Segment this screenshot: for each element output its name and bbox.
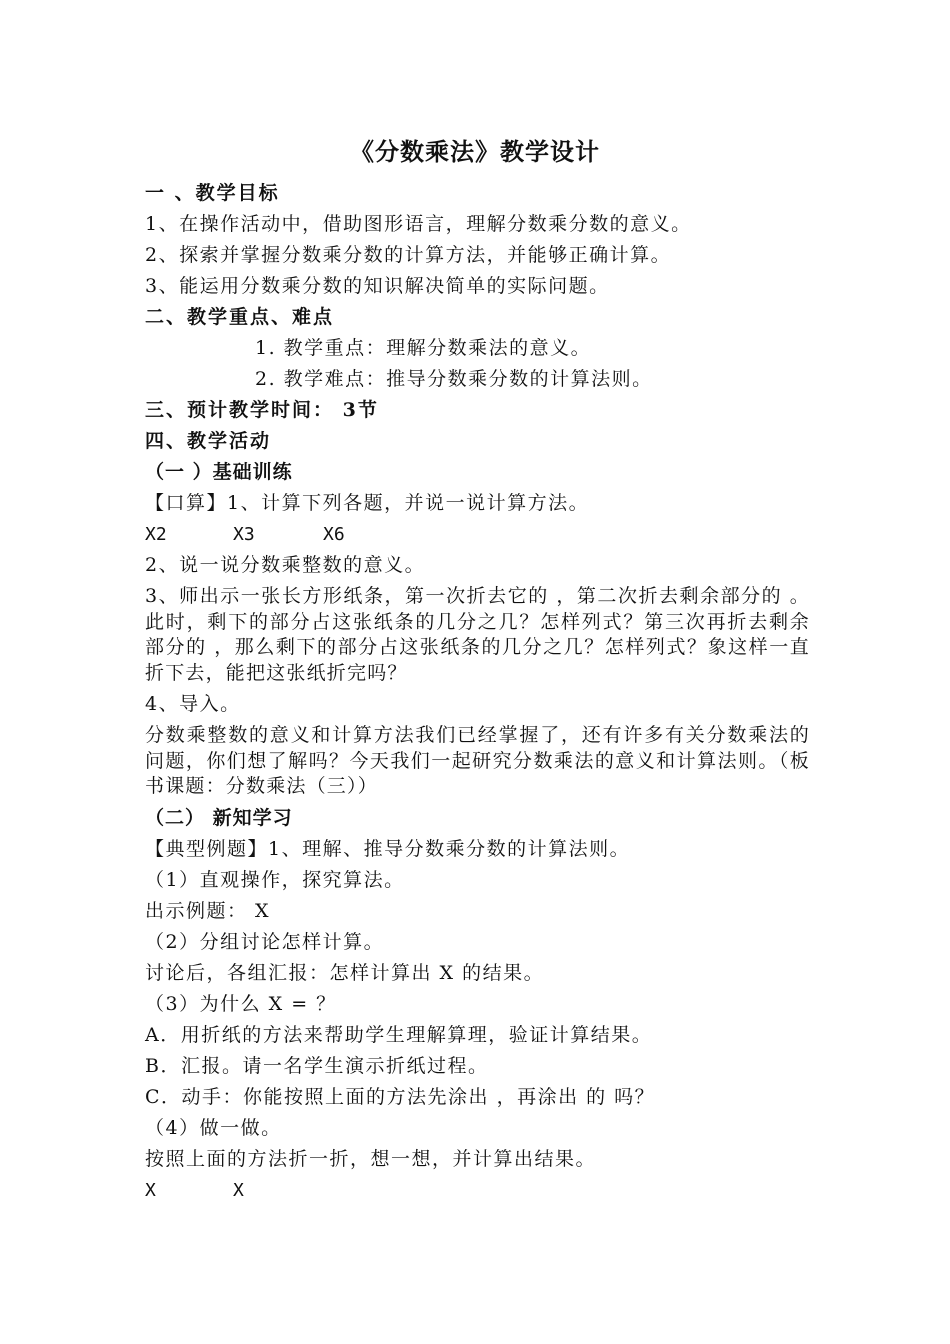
intro-paragraph: 分数乘整数的意义和计算方法我们已经掌握了，还有许多有关分数乘法的问题，你们想了解吗？今天我们一起研究分数乘法的意义和计算法则。（板书课题：分数乘法（三）） xyxy=(145,724,810,797)
objective-item: 3、能运用分数乘分数的知识解决简单的实际问题。 xyxy=(145,275,610,297)
expression: X xyxy=(145,1179,156,1201)
expression: X3 xyxy=(233,524,255,545)
section-heading-key-points: 二、教学重点、难点 xyxy=(145,306,335,328)
document-body xyxy=(145,178,810,1206)
section-heading-time: 三、预计教学时间： 3节 xyxy=(145,399,379,421)
section-heading-activities: 四、教学活动 xyxy=(145,430,272,452)
activity-item: 2、说一说分数乘整数的意义。 xyxy=(145,554,426,576)
subsection-heading-basic-training: （一 ）基础训练 xyxy=(145,461,293,483)
expression: X2 xyxy=(145,524,167,545)
example-line: （4）做一做。 xyxy=(145,1116,282,1139)
example-line: B．汇报。请一名学生演示折纸过程。 xyxy=(145,1054,489,1077)
example-line: （1）直观操作，探究算法。 xyxy=(145,868,405,891)
objective-item: 2、探索并掌握分数乘分数的计算方法，并能够正确计算。 xyxy=(145,244,672,266)
activity-item: 4、导入。 xyxy=(145,693,241,715)
oral-calc-instruction: 【口算】1、计算下列各题，并说一说计算方法。 xyxy=(145,492,590,514)
subsection-heading-new-learning: （二） 新知学习 xyxy=(145,806,293,829)
example-line: C．动手：你能按照上面的方法先涂出 ，再涂出 的 吗？ xyxy=(145,1085,656,1108)
activity-paragraph: 3、师出示一张长方形纸条，第一次折去它的 ，第二次折去剩余部分的 。此时，剩下的部分占这张纸条的几分之几？怎样列式？第三次再折去剩余部分的 ，那么剩下的部分占这张纸条的几分之几？怎样列式？象这样一直折下去，能把这张纸折完吗？ xyxy=(145,585,810,684)
expression: X xyxy=(233,1179,244,1201)
document-title: 《分数乘法》教学设计 xyxy=(350,137,600,166)
example-line: A．用折纸的方法来帮助学生理解算理，验证计算结果。 xyxy=(145,1023,653,1046)
example-line: （2）分组讨论怎样计算。 xyxy=(145,930,385,953)
example-line: 【典型例题】1、理解、推导分数乘分数的计算法则。 xyxy=(145,837,631,860)
example-line: 按照上面的方法折一折，想一想，并计算出结果。 xyxy=(145,1147,597,1170)
example-line: 讨论后，各组汇报：怎样计算出 X 的结果。 xyxy=(145,961,545,984)
example-line: 出示例题： X xyxy=(145,899,271,922)
oral-calc-expressions xyxy=(145,519,810,550)
practice-expressions xyxy=(145,1175,810,1206)
objective-item: 1、在操作活动中，借助图形语言，理解分数乘分数的意义。 xyxy=(145,213,692,235)
expression: X6 xyxy=(323,524,345,545)
key-point-item: 1. 教学重点：理解分数乘法的意义。 xyxy=(255,337,592,359)
section-heading-objectives: 一 、教学目标 xyxy=(145,182,280,204)
key-point-item: 2. 教学难点：推导分数乘分数的计算法则。 xyxy=(255,368,653,390)
example-line: （3）为什么 X = ？ xyxy=(145,992,337,1015)
